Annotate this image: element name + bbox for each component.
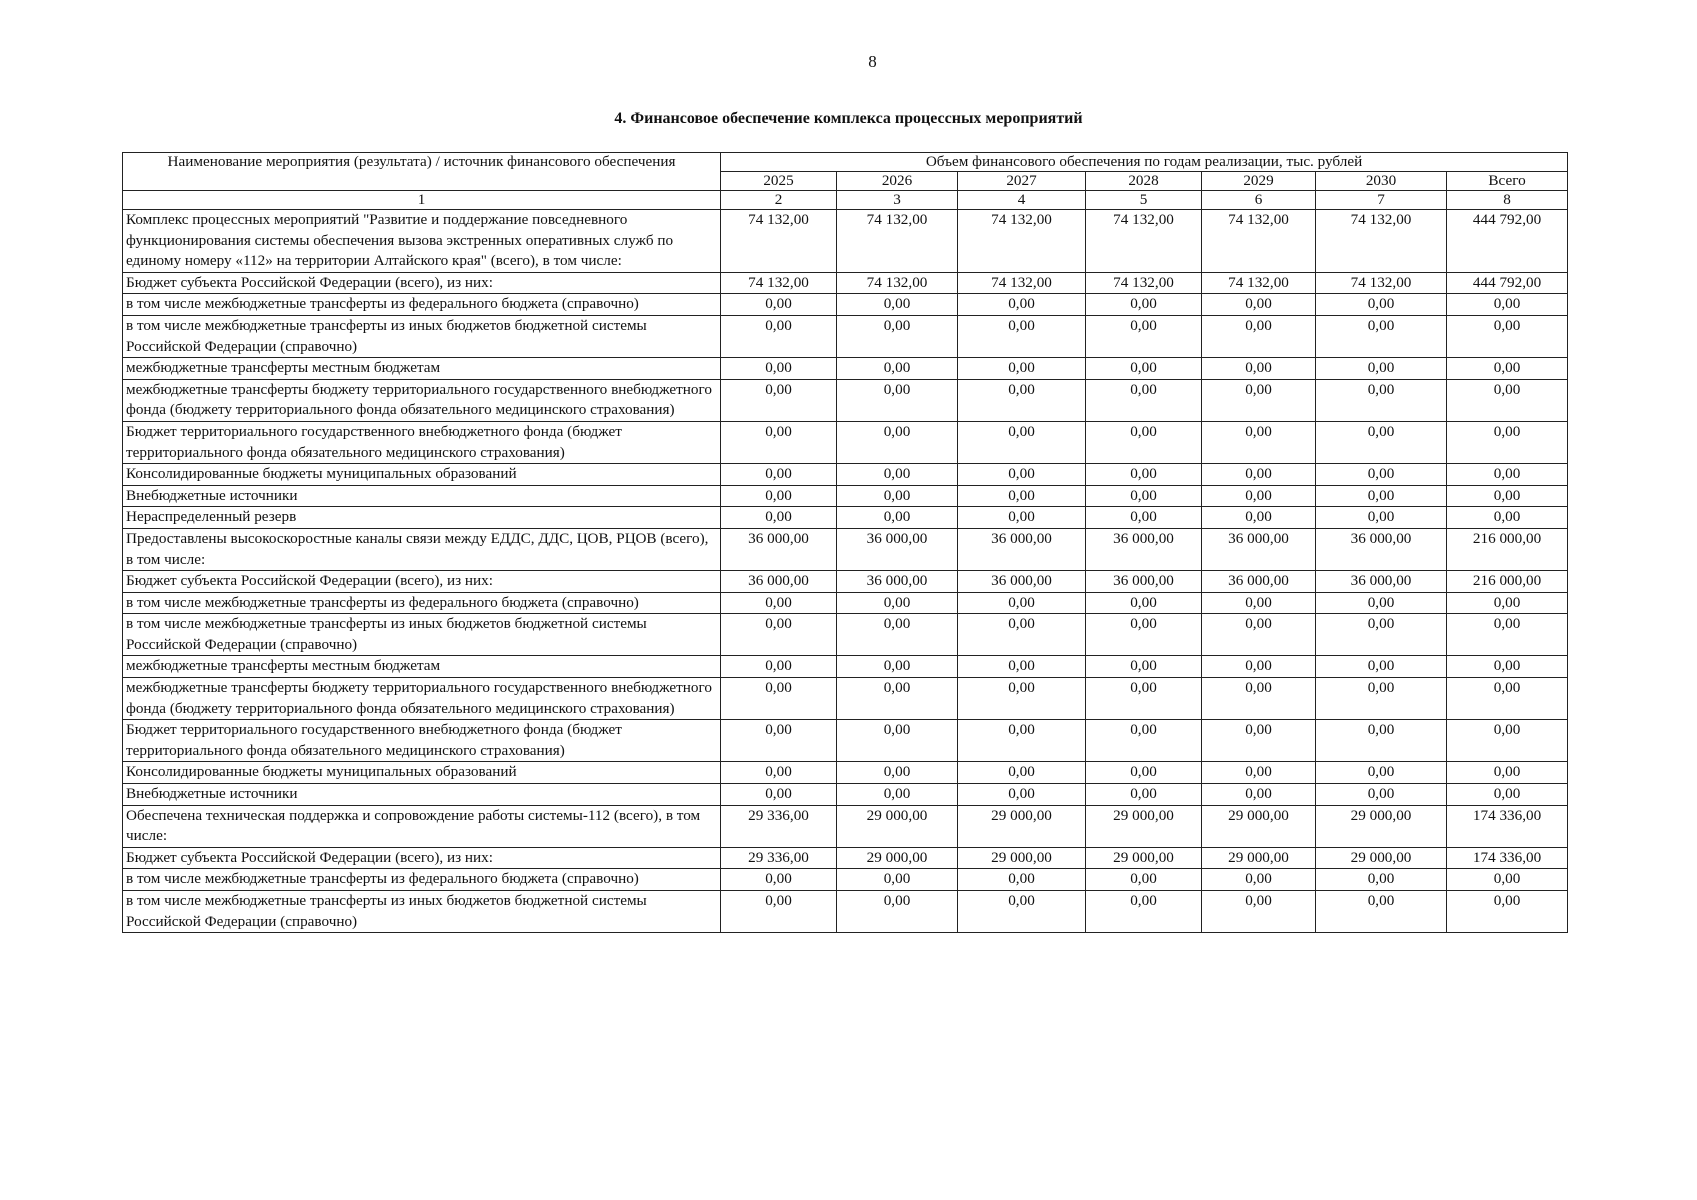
header-year-cell: 2029 — [1202, 172, 1316, 191]
row-value-cell: 36 000,00 — [1086, 528, 1202, 570]
row-total-cell: 216 000,00 — [1447, 571, 1568, 593]
row-value-cell: 29 000,00 — [837, 847, 958, 869]
row-value-cell: 0,00 — [1202, 464, 1316, 486]
row-total-cell: 216 000,00 — [1447, 528, 1568, 570]
row-total-cell: 0,00 — [1447, 656, 1568, 678]
row-name-cell: в том числе межбюджетные трансферты из федерального бюджета (справочно) — [123, 592, 721, 614]
row-name-cell: Комплекс процессных мероприятий "Развитие и поддержание повседневного функционирования системы обеспечения вызова экстренных оперативных служб по единому номеру «112» на территории Алтайского края" (всего), в том числе: — [123, 210, 721, 273]
row-value-cell: 0,00 — [837, 379, 958, 421]
header-total-cell: Всего — [1447, 172, 1568, 191]
header-volume-cell: Объем финансового обеспечения по годам реализации, тыс. рублей — [721, 153, 1568, 172]
row-value-cell: 36 000,00 — [721, 571, 837, 593]
row-value-cell: 0,00 — [721, 358, 837, 380]
table-row — [123, 571, 1568, 593]
row-value-cell: 0,00 — [958, 784, 1086, 806]
row-total-cell: 174 336,00 — [1447, 805, 1568, 847]
column-number-cell: 1 — [123, 191, 721, 210]
row-value-cell: 0,00 — [837, 656, 958, 678]
row-value-cell: 36 000,00 — [1202, 528, 1316, 570]
row-value-cell: 0,00 — [1202, 891, 1316, 933]
row-value-cell: 0,00 — [721, 592, 837, 614]
row-name-cell: межбюджетные трансферты местным бюджетам — [123, 656, 721, 678]
row-value-cell: 0,00 — [721, 784, 837, 806]
row-total-cell: 0,00 — [1447, 762, 1568, 784]
row-value-cell: 0,00 — [1086, 592, 1202, 614]
row-value-cell: 0,00 — [1316, 762, 1447, 784]
table-row — [123, 656, 1568, 678]
row-value-cell: 0,00 — [1086, 485, 1202, 507]
row-value-cell: 0,00 — [1316, 379, 1447, 421]
table-row — [123, 379, 1568, 421]
table-row — [123, 421, 1568, 463]
table-row — [123, 614, 1568, 656]
header-name-cell: Наименование мероприятия (результата) / источник финансового обеспечения — [123, 153, 721, 191]
row-value-cell: 0,00 — [1086, 762, 1202, 784]
row-value-cell: 74 132,00 — [837, 210, 958, 273]
row-name-cell: Бюджет субъекта Российской Федерации (всего), из них: — [123, 847, 721, 869]
row-value-cell: 0,00 — [958, 421, 1086, 463]
row-name-cell: межбюджетные трансферты бюджету территориального государственного внебюджетного фонда (бюджету территориального фонда обязательного медицинского страхования) — [123, 379, 721, 421]
row-value-cell: 74 132,00 — [1086, 272, 1202, 294]
table-row — [123, 464, 1568, 486]
row-value-cell: 0,00 — [1202, 421, 1316, 463]
row-value-cell: 36 000,00 — [1316, 528, 1447, 570]
row-value-cell: 0,00 — [1086, 720, 1202, 762]
row-value-cell: 0,00 — [837, 358, 958, 380]
row-value-cell: 29 000,00 — [1202, 847, 1316, 869]
row-total-cell: 0,00 — [1447, 592, 1568, 614]
row-value-cell: 0,00 — [837, 315, 958, 357]
row-value-cell: 0,00 — [721, 891, 837, 933]
row-value-cell: 74 132,00 — [958, 272, 1086, 294]
row-name-cell: Бюджет территориального государственного внебюджетного фонда (бюджет территориального фонда обязательного медицинского страхования) — [123, 421, 721, 463]
row-value-cell: 0,00 — [837, 869, 958, 891]
row-value-cell: 0,00 — [721, 421, 837, 463]
row-value-cell: 0,00 — [1202, 485, 1316, 507]
row-value-cell: 0,00 — [958, 379, 1086, 421]
row-name-cell: Бюджет территориального государственного внебюджетного фонда (бюджет территориального фонда обязательного медицинского страхования) — [123, 720, 721, 762]
row-value-cell: 0,00 — [1202, 379, 1316, 421]
row-value-cell: 36 000,00 — [837, 528, 958, 570]
row-value-cell: 36 000,00 — [958, 528, 1086, 570]
row-value-cell: 0,00 — [1086, 678, 1202, 720]
table-row — [123, 210, 1568, 273]
row-total-cell: 0,00 — [1447, 379, 1568, 421]
row-value-cell: 36 000,00 — [1202, 571, 1316, 593]
table-row — [123, 507, 1568, 529]
row-total-cell: 0,00 — [1447, 464, 1568, 486]
row-total-cell: 0,00 — [1447, 784, 1568, 806]
header-year-cell: 2026 — [837, 172, 958, 191]
row-value-cell: 74 132,00 — [721, 210, 837, 273]
row-name-cell: в том числе межбюджетные трансферты из иных бюджетов бюджетной системы Российской Федерации (справочно) — [123, 614, 721, 656]
header-year-cell: 2030 — [1316, 172, 1447, 191]
column-number-cell: 6 — [1202, 191, 1316, 210]
row-value-cell: 0,00 — [1086, 315, 1202, 357]
row-value-cell: 0,00 — [837, 464, 958, 486]
column-number-cell: 4 — [958, 191, 1086, 210]
row-total-cell: 0,00 — [1447, 315, 1568, 357]
row-value-cell: 29 000,00 — [958, 805, 1086, 847]
row-value-cell: 0,00 — [1086, 784, 1202, 806]
row-value-cell: 36 000,00 — [1086, 571, 1202, 593]
row-value-cell: 0,00 — [1316, 656, 1447, 678]
row-value-cell: 0,00 — [1086, 507, 1202, 529]
table-body — [123, 210, 1568, 933]
table-row — [123, 678, 1568, 720]
row-value-cell: 0,00 — [721, 464, 837, 486]
row-value-cell: 29 000,00 — [1086, 847, 1202, 869]
row-value-cell: 0,00 — [837, 784, 958, 806]
table-row — [123, 358, 1568, 380]
row-value-cell: 29 000,00 — [837, 805, 958, 847]
row-value-cell: 0,00 — [837, 592, 958, 614]
row-total-cell: 444 792,00 — [1447, 272, 1568, 294]
row-value-cell: 29 000,00 — [1086, 805, 1202, 847]
financing-table — [122, 152, 1568, 933]
row-value-cell: 0,00 — [721, 485, 837, 507]
row-name-cell: Консолидированные бюджеты муниципальных образований — [123, 762, 721, 784]
row-value-cell: 0,00 — [958, 614, 1086, 656]
row-name-cell: в том числе межбюджетные трансферты из федерального бюджета (справочно) — [123, 294, 721, 316]
row-total-cell: 444 792,00 — [1447, 210, 1568, 273]
row-total-cell: 0,00 — [1447, 869, 1568, 891]
row-value-cell: 29 000,00 — [1316, 847, 1447, 869]
table-row — [123, 528, 1568, 570]
page-title: 4. Финансовое обеспечение комплекса процессных мероприятий — [614, 110, 1083, 127]
row-value-cell: 0,00 — [958, 464, 1086, 486]
row-value-cell: 0,00 — [1316, 464, 1447, 486]
row-value-cell: 0,00 — [721, 869, 837, 891]
row-name-cell: Внебюджетные источники — [123, 784, 721, 806]
row-value-cell: 0,00 — [721, 614, 837, 656]
row-value-cell: 0,00 — [1086, 869, 1202, 891]
row-value-cell: 0,00 — [837, 891, 958, 933]
row-value-cell: 0,00 — [1202, 614, 1316, 656]
row-value-cell: 0,00 — [1202, 294, 1316, 316]
row-value-cell: 0,00 — [721, 762, 837, 784]
row-value-cell: 0,00 — [958, 294, 1086, 316]
row-value-cell: 0,00 — [1316, 784, 1447, 806]
row-value-cell: 0,00 — [1202, 784, 1316, 806]
table-header — [123, 153, 1568, 210]
row-total-cell: 174 336,00 — [1447, 847, 1568, 869]
row-value-cell: 29 336,00 — [721, 847, 837, 869]
table-row — [123, 315, 1568, 357]
row-value-cell: 0,00 — [958, 869, 1086, 891]
row-value-cell: 0,00 — [1316, 678, 1447, 720]
row-value-cell: 0,00 — [837, 678, 958, 720]
row-value-cell: 0,00 — [1316, 891, 1447, 933]
row-name-cell: межбюджетные трансферты местным бюджетам — [123, 358, 721, 380]
row-value-cell: 0,00 — [721, 294, 837, 316]
row-value-cell: 29 000,00 — [958, 847, 1086, 869]
row-value-cell: 0,00 — [721, 720, 837, 762]
header-year-cell: 2027 — [958, 172, 1086, 191]
row-value-cell: 0,00 — [1316, 614, 1447, 656]
row-value-cell: 36 000,00 — [1316, 571, 1447, 593]
row-value-cell: 74 132,00 — [837, 272, 958, 294]
row-value-cell: 0,00 — [958, 592, 1086, 614]
row-name-cell: Нераспределенный резерв — [123, 507, 721, 529]
row-value-cell: 0,00 — [958, 891, 1086, 933]
row-value-cell: 0,00 — [721, 379, 837, 421]
row-total-cell: 0,00 — [1447, 294, 1568, 316]
row-value-cell: 0,00 — [721, 315, 837, 357]
row-value-cell: 0,00 — [837, 294, 958, 316]
row-name-cell: Обеспечена техническая поддержка и сопровождение работы системы-112 (всего), в том числе: — [123, 805, 721, 847]
row-value-cell: 0,00 — [837, 614, 958, 656]
row-value-cell: 0,00 — [837, 507, 958, 529]
row-value-cell: 0,00 — [1202, 762, 1316, 784]
row-value-cell: 74 132,00 — [958, 210, 1086, 273]
row-value-cell: 0,00 — [1086, 464, 1202, 486]
table-row — [123, 847, 1568, 869]
table-row — [123, 762, 1568, 784]
row-value-cell: 0,00 — [1316, 507, 1447, 529]
row-value-cell: 0,00 — [1086, 294, 1202, 316]
row-name-cell: Внебюджетные источники — [123, 485, 721, 507]
row-value-cell: 0,00 — [1316, 869, 1447, 891]
row-value-cell: 74 132,00 — [1316, 272, 1447, 294]
row-value-cell: 29 336,00 — [721, 805, 837, 847]
row-value-cell: 0,00 — [1316, 592, 1447, 614]
row-total-cell: 0,00 — [1447, 614, 1568, 656]
row-total-cell: 0,00 — [1447, 891, 1568, 933]
row-value-cell: 0,00 — [1202, 720, 1316, 762]
row-name-cell: в том числе межбюджетные трансферты из иных бюджетов бюджетной системы Российской Федерации (справочно) — [123, 891, 721, 933]
row-value-cell: 0,00 — [721, 656, 837, 678]
table-row — [123, 869, 1568, 891]
row-value-cell: 36 000,00 — [958, 571, 1086, 593]
row-value-cell: 0,00 — [721, 678, 837, 720]
row-name-cell: в том числе межбюджетные трансферты из федерального бюджета (справочно) — [123, 869, 721, 891]
row-name-cell: в том числе межбюджетные трансферты из иных бюджетов бюджетной системы Российской Федерации (справочно) — [123, 315, 721, 357]
row-value-cell: 0,00 — [958, 485, 1086, 507]
row-name-cell: Бюджет субъекта Российской Федерации (всего), из них: — [123, 571, 721, 593]
row-total-cell: 0,00 — [1447, 507, 1568, 529]
row-name-cell: Консолидированные бюджеты муниципальных образований — [123, 464, 721, 486]
row-value-cell: 29 000,00 — [1202, 805, 1316, 847]
row-total-cell: 0,00 — [1447, 485, 1568, 507]
table-row — [123, 720, 1568, 762]
row-value-cell: 74 132,00 — [1202, 210, 1316, 273]
row-value-cell: 0,00 — [1316, 720, 1447, 762]
column-number-cell: 7 — [1316, 191, 1447, 210]
header-year-cell: 2028 — [1086, 172, 1202, 191]
row-value-cell: 29 000,00 — [1316, 805, 1447, 847]
row-value-cell: 0,00 — [1202, 358, 1316, 380]
row-value-cell: 74 132,00 — [721, 272, 837, 294]
row-value-cell: 0,00 — [837, 485, 958, 507]
row-value-cell: 36 000,00 — [721, 528, 837, 570]
page-number: 8 — [868, 52, 877, 71]
row-value-cell: 0,00 — [958, 507, 1086, 529]
row-value-cell: 0,00 — [837, 720, 958, 762]
table-row — [123, 592, 1568, 614]
row-value-cell: 0,00 — [1086, 656, 1202, 678]
row-value-cell: 74 132,00 — [1202, 272, 1316, 294]
row-value-cell: 0,00 — [1316, 294, 1447, 316]
row-value-cell: 0,00 — [1202, 592, 1316, 614]
row-value-cell: 74 132,00 — [1316, 210, 1447, 273]
row-value-cell: 36 000,00 — [837, 571, 958, 593]
row-value-cell: 0,00 — [1316, 421, 1447, 463]
table-row — [123, 294, 1568, 316]
row-value-cell: 0,00 — [721, 507, 837, 529]
row-value-cell: 0,00 — [958, 656, 1086, 678]
row-value-cell: 0,00 — [1202, 507, 1316, 529]
row-value-cell: 0,00 — [1202, 656, 1316, 678]
table-row — [123, 891, 1568, 933]
row-name-cell: межбюджетные трансферты бюджету территориального государственного внебюджетного фонда (бюджету территориального фонда обязательного медицинского страхования) — [123, 678, 721, 720]
row-value-cell: 0,00 — [1086, 379, 1202, 421]
table-row — [123, 784, 1568, 806]
row-value-cell: 0,00 — [1202, 678, 1316, 720]
row-value-cell: 0,00 — [1086, 421, 1202, 463]
table-row — [123, 485, 1568, 507]
row-value-cell: 0,00 — [837, 762, 958, 784]
row-value-cell: 0,00 — [958, 720, 1086, 762]
row-value-cell: 0,00 — [958, 358, 1086, 380]
row-name-cell: Предоставлены высокоскоростные каналы связи между ЕДДС, ДДС, ЦОВ, РЦОВ (всего), в том числе: — [123, 528, 721, 570]
column-number-cell: 5 — [1086, 191, 1202, 210]
row-value-cell: 0,00 — [958, 678, 1086, 720]
table-row — [123, 805, 1568, 847]
row-value-cell: 0,00 — [1086, 358, 1202, 380]
column-number-cell: 3 — [837, 191, 958, 210]
row-value-cell: 0,00 — [1086, 891, 1202, 933]
row-value-cell: 0,00 — [958, 762, 1086, 784]
table-row — [123, 272, 1568, 294]
row-total-cell: 0,00 — [1447, 720, 1568, 762]
row-value-cell: 0,00 — [958, 315, 1086, 357]
row-total-cell: 0,00 — [1447, 421, 1568, 463]
header-year-cell: 2025 — [721, 172, 837, 191]
row-value-cell: 0,00 — [837, 421, 958, 463]
row-value-cell: 0,00 — [1202, 315, 1316, 357]
row-value-cell: 0,00 — [1316, 485, 1447, 507]
row-value-cell: 0,00 — [1086, 614, 1202, 656]
column-number-cell: 8 — [1447, 191, 1568, 210]
row-name-cell: Бюджет субъекта Российской Федерации (всего), из них: — [123, 272, 721, 294]
row-total-cell: 0,00 — [1447, 358, 1568, 380]
row-total-cell: 0,00 — [1447, 678, 1568, 720]
row-value-cell: 0,00 — [1202, 869, 1316, 891]
row-value-cell: 74 132,00 — [1086, 210, 1202, 273]
row-value-cell: 0,00 — [1316, 315, 1447, 357]
row-value-cell: 0,00 — [1316, 358, 1447, 380]
column-number-cell: 2 — [721, 191, 837, 210]
